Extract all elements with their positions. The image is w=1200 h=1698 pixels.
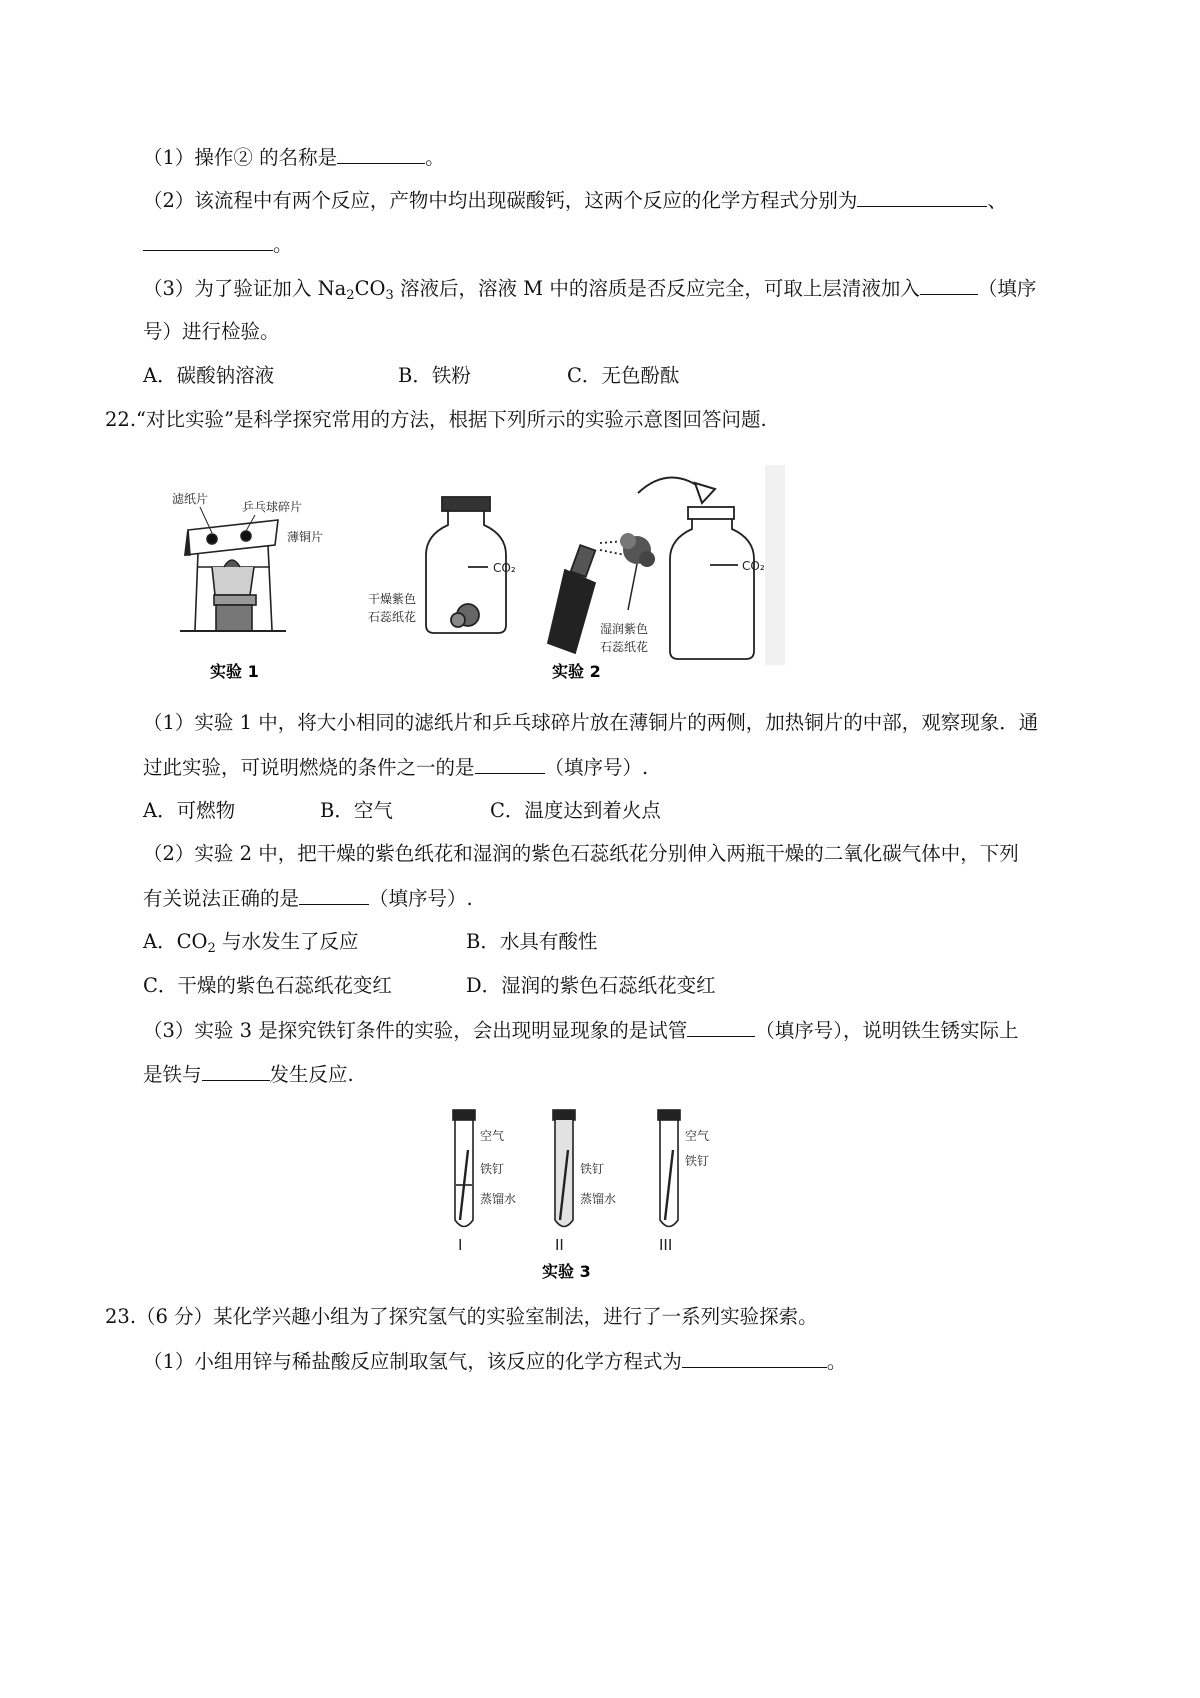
answer-blank[interactable] <box>857 186 987 207</box>
label-nail-1: 铁钉 <box>480 1162 505 1176</box>
test-tube-1 <box>453 1110 475 1227</box>
q21-part2: （2）该流程中有两个反应，产物中均出现碳酸钙，这两个反应的化学方程式分别为 、 <box>143 186 1007 215</box>
answer-blank[interactable] <box>682 1347 827 1368</box>
label-air-3: 空气 <box>685 1129 710 1143</box>
label-air-1: 空气 <box>480 1129 505 1143</box>
q22-part2-line2: 有关说法正确的是 （填序号）. <box>143 884 473 913</box>
answer-blank[interactable] <box>687 1016 755 1037</box>
label-dry-2: 石蕊纸花 <box>368 610 417 624</box>
label-dry-1: 干燥紫色 <box>368 592 417 606</box>
q21-option-c[interactable]: C．无色酚酞 <box>567 364 680 387</box>
label-co2-a: CO₂ <box>493 561 516 575</box>
wet-flower-icon <box>620 533 655 610</box>
filter-paper-dot <box>207 534 217 544</box>
answer-blank[interactable] <box>337 143 425 164</box>
pingpong-dot <box>241 531 251 541</box>
answer-blank[interactable] <box>299 884 369 905</box>
q21-part2-line2: 。 <box>143 230 293 259</box>
q22-part3-line2: 是铁与 发生反应. <box>143 1060 354 1089</box>
answer-blank[interactable] <box>202 1060 270 1081</box>
label-copper-sheet: 薄铜片 <box>287 530 324 544</box>
q22-p1-option-b[interactable]: B．空气 <box>320 799 393 822</box>
experiment-3-figure <box>430 1105 740 1285</box>
test-tube-3 <box>658 1110 680 1227</box>
experiment-2-bottle-wet <box>670 507 754 659</box>
q23-stem: 23.（6 分）某化学兴趣小组为了探究氢气的实验室制法，进行了一系列实验探索。 <box>105 1305 818 1328</box>
q21-part3: （3）为了验证加入 $Na_2CO_3$ 溶液后，溶液 M 中的溶质是否反应完全，可取上层清液加入 （填序 <box>143 274 1036 303</box>
q22-p2-option-b[interactable]: B．水具有酸性 <box>466 930 598 953</box>
label-filter-paper: 滤纸片 <box>172 492 209 506</box>
experiment-2-spray <box>548 541 625 653</box>
label-nail-2: 铁钉 <box>580 1162 605 1176</box>
tube-label-3: III <box>659 1236 673 1254</box>
q22-part2-line1: （2）实验 2 中，把干燥的紫色纸花和湿润的紫色石蕊纸花分别伸入两瓶干燥的二氧化碳气体中，下列 <box>143 842 1019 865</box>
answer-blank[interactable] <box>143 230 273 251</box>
label-water-1: 蒸馏水 <box>480 1192 517 1206</box>
q22-p2-option-a[interactable]: A．$CO_2$ 与水发生了反应 <box>143 930 359 956</box>
q21-part2-text: （2）该流程中有两个反应，产物中均出现碳酸钙，这两个反应的化学方程式分别为 <box>143 189 858 212</box>
q21-part3-line2: 号）进行检验。 <box>143 320 280 343</box>
q22-p2-option-c[interactable]: C．干燥的紫色石蕊纸花变红 <box>143 974 392 997</box>
q23-part1: （1）小组用锌与稀盐酸反应制取氢气，该反应的化学方程式为 。 <box>143 1347 846 1376</box>
q22-part1-line2: 过此实验，可说明燃烧的条件之一的是 （填序号）. <box>143 753 648 782</box>
q22-part1-line1: （1）实验 1 中，将大小相同的滤纸片和乒乓球碎片放在薄铜片的两侧，加热铜片的中部，观察现象．通 <box>143 711 1039 734</box>
label-pingpong: 乒乓球碎片 <box>242 500 303 514</box>
q22-p1-option-c[interactable]: C．温度达到着火点 <box>490 799 661 822</box>
label-wet-1: 湿润紫色 <box>600 622 649 636</box>
label-wet-2: 石蕊纸花 <box>600 640 649 654</box>
label-co2-b: CO₂ <box>742 559 765 573</box>
q21-option-a[interactable]: A．碳酸钠溶液 <box>143 364 275 387</box>
experiment-1-2-figure <box>150 455 800 685</box>
q22-p2-option-d[interactable]: D．湿润的紫色石蕊纸花变红 <box>466 974 716 997</box>
label-nail-3: 铁钉 <box>685 1154 710 1168</box>
q22-part3-line1: （3）实验 3 是探究铁钉条件的实验，会出现明显现象的是试管 （填序号），说明铁生锈实际上 <box>143 1016 1018 1045</box>
q22-stem: 22.“对比实验”是科学探究常用的方法，根据下列所示的实验示意图回答问题. <box>105 408 767 431</box>
q21-part1: （1）操作② 的名称是 。 <box>143 143 445 172</box>
answer-blank[interactable] <box>475 753 545 774</box>
q21-option-b[interactable]: B．铁粉 <box>398 364 471 387</box>
tube-label-1: I <box>458 1236 463 1254</box>
answer-blank[interactable] <box>920 274 978 295</box>
experiment-3-caption: 实验 3 <box>542 1262 591 1281</box>
q22-p1-option-a[interactable]: A．可燃物 <box>143 799 236 822</box>
q21-part1-text: （1）操作② 的名称是 <box>143 146 338 169</box>
experiment-2-caption: 实验 2 <box>552 662 601 681</box>
experiment-1-diagram <box>180 520 286 631</box>
experiment-1-caption: 实验 1 <box>210 662 259 681</box>
tube-label-2: II <box>555 1236 564 1254</box>
label-water-2: 蒸馏水 <box>580 1192 617 1206</box>
test-tube-2 <box>553 1110 575 1227</box>
